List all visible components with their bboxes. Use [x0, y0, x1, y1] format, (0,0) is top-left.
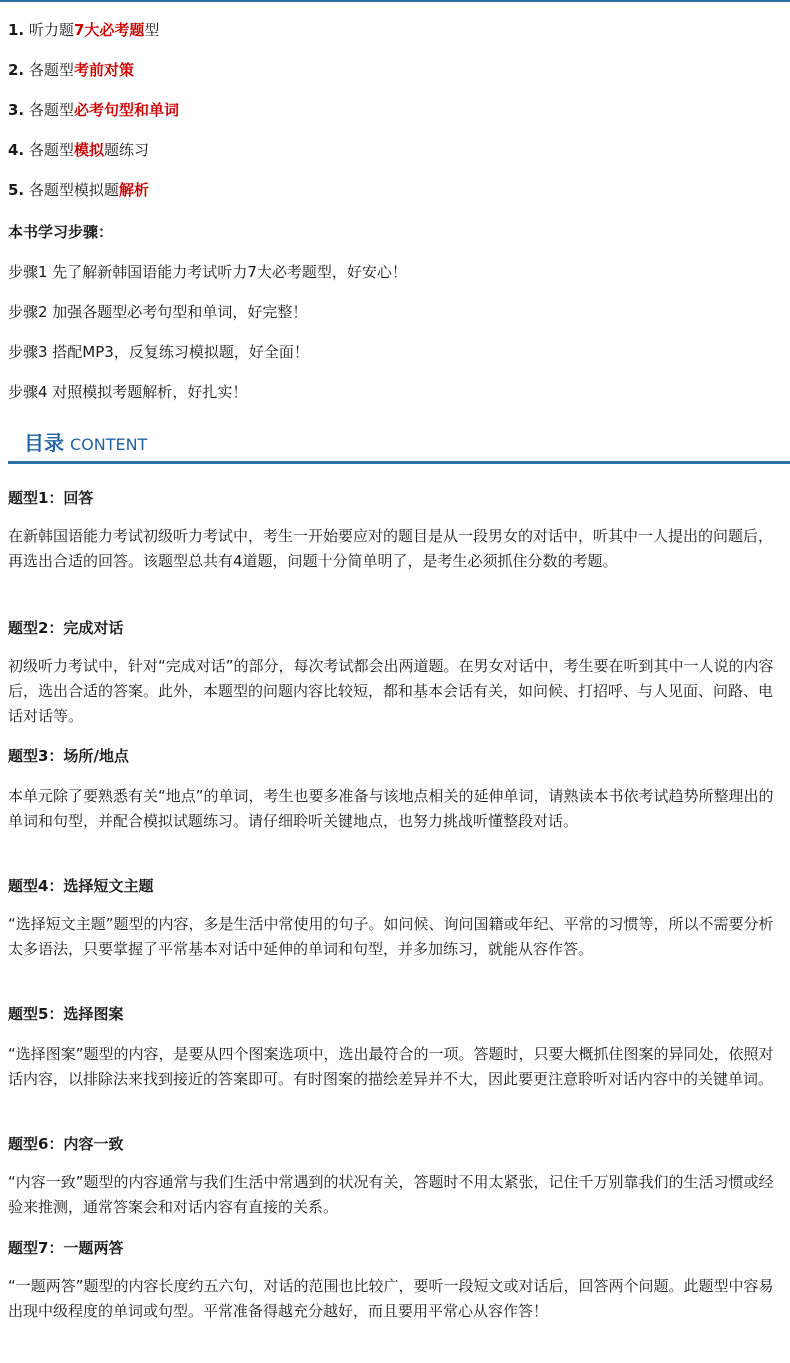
feature-item-5: 5. 各题型模拟题解析	[8, 181, 149, 199]
feature-item-3: 3. 各题型必考句型和单词	[8, 101, 179, 119]
toc-divider	[8, 461, 790, 464]
toc-title: 目录 CONTENT	[24, 431, 148, 455]
feature-item-4: 4. 各题型模拟题练习	[8, 141, 149, 159]
feature-item-1: 1. 听力题7大必考题型	[8, 21, 160, 39]
step-1: 步骤1 先了解新韩国语能力考试听力7大必考题型，好安心！	[8, 263, 407, 281]
section-heading-6: 题型6：内容一致	[8, 1135, 124, 1153]
section-body-2: 初级听力考试中，针对“完成对话”的部分，每次考试都会出两道题。在男女对话中，考生要在听到其中一人说的内容后，选出合适的答案。此外，本题型的问题内容比较短，都和基本会话有关，如问候、打招呼、与人见面、问路、电话对话等。	[8, 657, 774, 725]
section-body-1: 在新韩国语能力考试初级听力考试中，考生一开始要应对的题目是从一段男女的对话中，听其中一人提出的问题后，再选出合适的回答。该题型总共有4道题，问题十分简单明了，是考生必须抓住分数的考题。	[8, 527, 774, 570]
section-heading-4: 题型4：选择短文主题	[8, 877, 154, 895]
steps-heading: 本书学习步骤：	[8, 223, 114, 241]
section-body-7: “一题两答”题型的内容长度约五六句，对话的范围也比较广，要听一段短文或对话后，回答两个问题。此题型中容易出现中级程度的单词或句型。平常准备得越充分越好，而且要用平常心从容作答！	[8, 1277, 774, 1320]
step-4: 步骤4 对照模拟考题解析，好扎实！	[8, 383, 248, 401]
step-2: 步骤2 加强各题型必考句型和单词，好完整！	[8, 303, 308, 321]
section-body-4: “选择短文主题”题型的内容，多是生活中常使用的句子。如问候、询问国籍或年纪、平常的习惯等，所以不需要分析太多语法，只要掌握了平常基本对话中延伸的单词和句型，并多加练习，就能从容作答。	[8, 915, 774, 958]
section-heading-2: 题型2：完成对话	[8, 619, 124, 637]
section-heading-5: 题型5：选择图案	[8, 1005, 124, 1023]
section-heading-1: 题型1：回答	[8, 489, 94, 507]
top-divider	[0, 0, 790, 2]
section-body-6: “内容一致”题型的内容通常与我们生活中常遇到的状况有关，答题时不用太紧张，记住千万别靠我们的生活习惯或经验来推测，通常答案会和对话内容有直接的关系。	[8, 1173, 774, 1216]
section-body-5: “选择图案”题型的内容，是要从四个图案选项中，选出最符合的一项。答题时，只要大概抓住图案的异同处，依照对话内容，以排除法来找到接近的答案即可。有时图案的描绘差异并不大，因此要更注意聆听对话内容中的关键单词。	[8, 1045, 774, 1088]
section-body-3: 本单元除了要熟悉有关“地点”的单词，考生也要多准备与该地点相关的延伸单词，请熟读本书依考试趋势所整理出的单词和句型，并配合模拟试题练习。请仔细聆听关键地点，也努力挑战听懂整段对话。	[8, 787, 774, 830]
step-3: 步骤3 搭配MP3，反复练习模拟题，好全面！	[8, 343, 309, 361]
section-heading-3: 题型3：场所/地点	[8, 747, 129, 765]
feature-item-2: 2. 各题型考前对策	[8, 61, 134, 79]
section-heading-7: 题型7：一题两答	[8, 1239, 124, 1257]
